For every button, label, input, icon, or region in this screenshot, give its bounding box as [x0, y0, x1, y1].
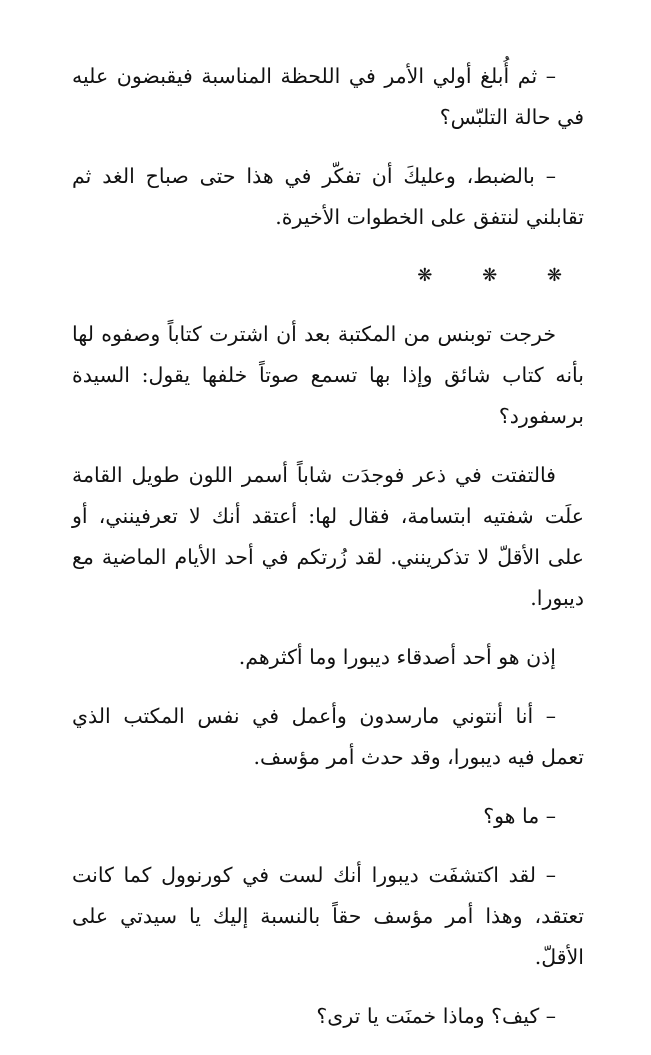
paragraph-5: إذن هو أحد أصدقاء ديبورا وما أكثرهم. [238, 645, 556, 669]
section-separator: ❋ ❋ ❋ [417, 265, 584, 286]
paragraph-3: خرجت توبنس من المكتبة بعد أن اشترت كتاباً وصفوه لها بأنه كتاب شائق وإذا بها تسمع صوتاً خلفها يقول: السيدة برسفورد؟ [72, 322, 584, 428]
book-page [72, 56, 584, 1055]
paragraph-9: – كيف؟ وماذا خمنَت يا ترى؟ [316, 1004, 556, 1028]
paragraph-1: – ثم أُبلغ أولي الأمر في اللحظة المناسبة فيقبضون عليه في حالة التلبّس؟ [72, 64, 584, 129]
paragraph-2: – بالضبط، وعليكَ أن تفكّر في هذا حتى صباح الغد ثم تقابلني لنتفق على الخطوات الأخيرة. [72, 164, 584, 229]
paragraph-6: – أنا أنتوني مارسدون وأعمل في نفس المكتب الذي تعمل فيه ديبورا، وقد حدث أمر مؤسف. [72, 704, 584, 769]
paragraph-4: فالتفتت في ذعر فوجدَت شاباً أسمر اللون طويل القامة علَت شفتيه ابتسامة، فقال لها: أعتقد أنك لا تعرفينني، أو على الأقلّ لا تذكرينني. لقد زُرتكم في أحد الأيام الماضية مع ديبورا. [72, 463, 584, 610]
paragraph-8: – لقد اكتشفَت ديبورا أنك لست في كورنوول كما كانت تعتقد، وهذا أمر مؤسف حقاً بالنسبة إليك يا سيدتي على الأقلّ. [72, 863, 584, 969]
paragraph-7: – ما هو؟ [483, 804, 556, 828]
